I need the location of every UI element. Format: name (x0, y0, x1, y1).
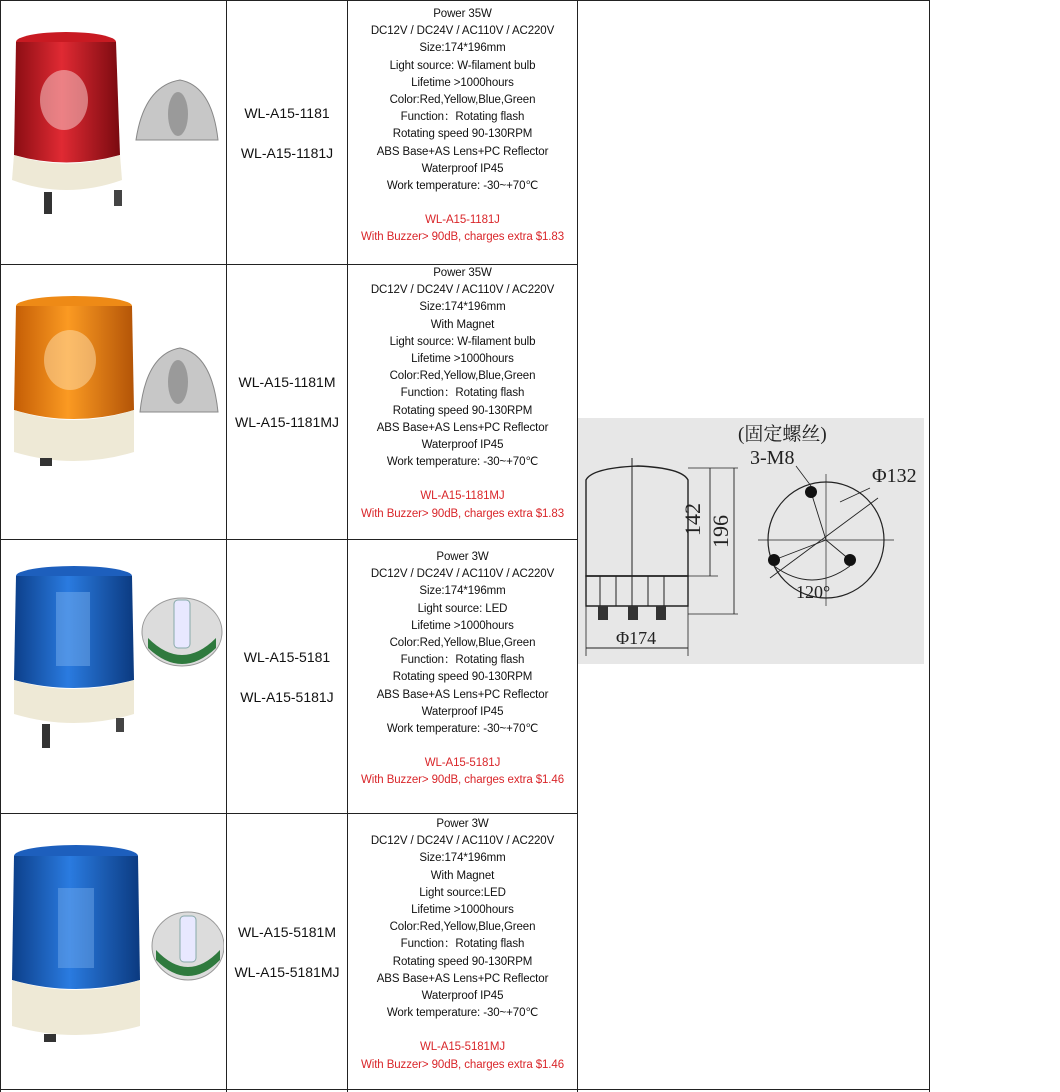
magnet-icon (40, 458, 52, 466)
bulb-icon (40, 70, 88, 130)
buzzer-model: WL-A15-5181J (424, 757, 501, 770)
row-divider (0, 539, 578, 540)
spec-line: Size:174*196mm (419, 585, 506, 598)
model-number: WL-A15-5181 (243, 649, 331, 665)
product-photo (4, 838, 224, 1050)
spec-line: Power 35W (433, 8, 492, 20)
spec-line: DC12V / DC24V / AC110V / AC220V (370, 835, 555, 848)
terminal-icon (42, 724, 50, 748)
spec-line: Rotating speed 90-130RPM (392, 671, 533, 684)
buzzer-note: With Buzzer> 90dB, charges extra $1.46 (361, 1058, 564, 1071)
spec-line: Power 3W (436, 818, 489, 830)
terminal-icon (598, 606, 608, 620)
table-border-right (929, 0, 930, 1092)
filament-bulb-icon (168, 92, 188, 136)
buzzer-model: WL-A15-1181MJ (420, 490, 505, 503)
spec-line: Function：Rotating flash (400, 387, 525, 400)
spec-line: Waterproof IP45 (421, 439, 504, 452)
model-cell (227, 922, 347, 982)
spec-line: With Magnet (430, 318, 495, 331)
spec-line: Function：Rotating flash (400, 654, 525, 667)
angle-arc (774, 566, 850, 580)
model-number: WL-A15-1181 (244, 105, 330, 121)
model-number: WL-A15-5181M (237, 924, 337, 940)
side-view-outline (586, 466, 688, 576)
spec-cell (348, 549, 577, 790)
height-total-label: 196 (708, 515, 733, 548)
spec-line: Lifetime >1000hours (411, 353, 514, 366)
model-number: WL-A15-1181J (240, 145, 334, 161)
spec-line: Light source: W-filament bulb (389, 59, 536, 72)
model-number: WL-A15-5181J (240, 689, 334, 705)
spec-line: Lifetime >1000hours (411, 76, 514, 89)
spec-line: Function：Rotating flash (400, 938, 525, 951)
spec-line: Work temperature: -30~+70℃ (386, 1007, 539, 1020)
led-stack-icon (180, 916, 196, 962)
spec-line: Size:174*196mm (419, 301, 506, 314)
spec-line: Color:Red,Yellow,Blue,Green (389, 637, 536, 650)
bolt-circle-label: Φ132 (872, 465, 917, 487)
model-number: WL-A15-1181M (238, 374, 336, 390)
model-cell (227, 103, 347, 163)
spec-line: Light source: LED (417, 602, 508, 615)
spec-line: Size:174*196mm (419, 852, 506, 865)
spec-line: Color:Red,Yellow,Blue,Green (389, 921, 536, 934)
spec-cell (348, 265, 577, 523)
model-number: WL-A15-1181MJ (234, 414, 339, 430)
angle-label: 120° (796, 582, 831, 602)
led-column-icon (56, 592, 90, 666)
spec-line: Rotating speed 90-130RPM (392, 128, 533, 141)
screw-hole-icon (805, 486, 817, 498)
product-photo (4, 290, 224, 475)
filament-bulb-icon (168, 360, 188, 404)
dimension-drawing (578, 418, 924, 664)
terminal-icon (116, 718, 124, 732)
spec-line: ABS Base+AS Lens+PC Reflector (376, 145, 549, 158)
spec-line: With Magnet (430, 869, 495, 882)
spec-line: Size:174*196mm (419, 42, 506, 55)
model-cell (227, 372, 347, 432)
spec-line: Power 3W (436, 551, 489, 563)
buzzer-note: With Buzzer> 90dB, charges extra $1.46 (361, 774, 564, 787)
row-divider (0, 1089, 930, 1090)
spec-line: Work temperature: -30~+70℃ (386, 180, 539, 193)
spec-line: Power 35W (433, 267, 492, 279)
spec-line: Work temperature: -30~+70℃ (386, 456, 539, 469)
terminal-icon (656, 606, 666, 620)
spec-line: DC12V / DC24V / AC110V / AC220V (370, 568, 555, 581)
spec-line: ABS Base+AS Lens+PC Reflector (376, 688, 549, 701)
screw-hole-icon (768, 554, 780, 566)
spec-line: Waterproof IP45 (421, 162, 504, 175)
buzzer-model: WL-A15-5181MJ (420, 1041, 505, 1054)
base-diameter-label: Φ174 (616, 628, 657, 648)
screw-note-label: (固定螺丝) (738, 424, 827, 445)
screw-hole-icon (844, 554, 856, 566)
bulb-icon (44, 330, 96, 390)
row-divider (0, 813, 578, 814)
buzzer-note: With Buzzer> 90dB, charges extra $1.83 (361, 231, 564, 244)
spec-line: Color:Red,Yellow,Blue,Green (389, 94, 536, 107)
screw-label: 3-M8 (750, 447, 795, 469)
spec-line: Lifetime >1000hours (411, 619, 514, 632)
product-photo (4, 20, 224, 235)
spec-line: Waterproof IP45 (421, 990, 504, 1003)
spec-line: Lifetime >1000hours (411, 904, 514, 917)
spec-line: ABS Base+AS Lens+PC Reflector (376, 972, 549, 985)
model-cell (227, 647, 347, 707)
side-view-base (586, 576, 688, 606)
spec-line: Color:Red,Yellow,Blue,Green (389, 370, 536, 383)
terminal-icon (44, 192, 52, 214)
buzzer-model: WL-A15-1181J (425, 214, 500, 227)
spec-line: Light source:LED (419, 886, 506, 899)
magnet-icon (44, 1034, 56, 1042)
terminal-icon (114, 190, 122, 206)
spec-line: ABS Base+AS Lens+PC Reflector (376, 421, 549, 434)
table-border-left (0, 0, 1, 1092)
product-photo (4, 562, 224, 754)
terminal-icon (628, 606, 638, 620)
spec-line: Function：Rotating flash (400, 111, 525, 124)
spec-cell (348, 6, 577, 247)
buzzer-note: With Buzzer> 90dB, charges extra $1.83 (361, 507, 564, 520)
spec-line: Rotating speed 90-130RPM (392, 955, 533, 968)
model-number: WL-A15-5181MJ (234, 964, 340, 980)
spec-line: Light source: W-filament bulb (389, 335, 536, 348)
led-column-icon (58, 888, 94, 968)
height-lens-label: 142 (680, 503, 705, 536)
spec-cell (348, 816, 577, 1074)
spec-line: Work temperature: -30~+70℃ (386, 723, 539, 736)
led-stack-icon (174, 600, 190, 648)
spec-line: Rotating speed 90-130RPM (392, 404, 533, 417)
row-divider (0, 0, 930, 1)
spec-line: DC12V / DC24V / AC110V / AC220V (370, 25, 555, 38)
spec-line: DC12V / DC24V / AC110V / AC220V (370, 284, 555, 297)
spec-line: Waterproof IP45 (421, 705, 504, 718)
